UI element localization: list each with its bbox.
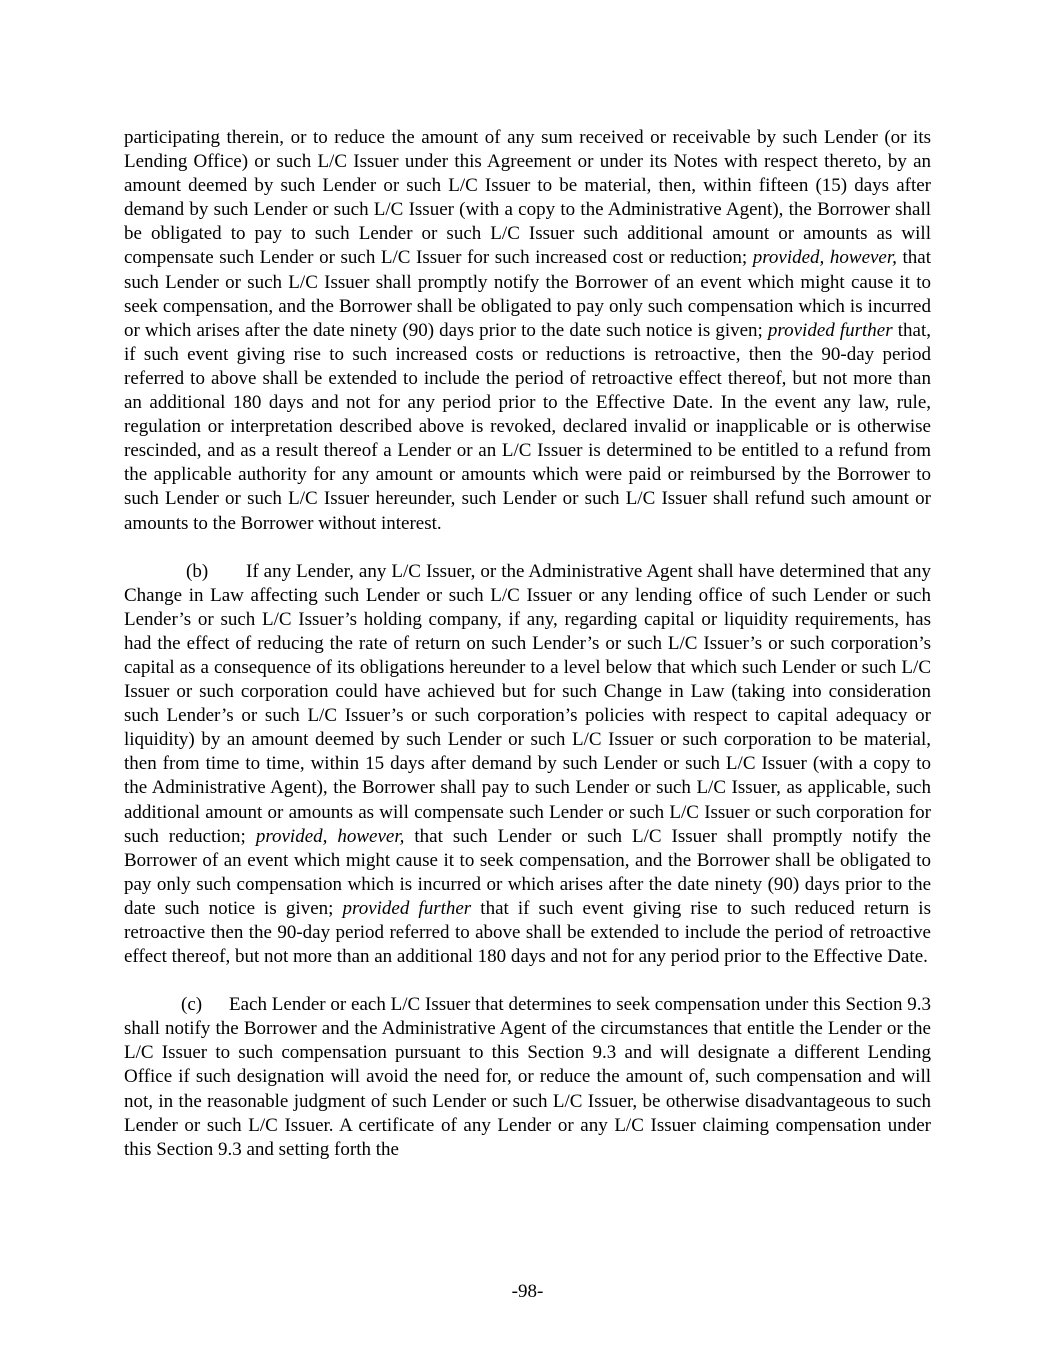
para-c-text-1: Each Lender or each L/C Issuer that determines to seek compensation under this Section 9.3 shall notify the Borrower and the Administrative Agent of the circumstances that entitle the Lender or the L/C Issuer to such compensation pursuant to this Section 9.3 and will designate a different Lending Office if such designation will avoid the need for, or reduce the amount of, such compensation and will not, in the reasonable judgment of such Lender or such L/C Issuer, be otherwise disadvantageous to such Lender or such L/C Issuer. A certificate of any Lender or any L/C Issuer claiming compensation under this Section 9.3 and setting forth the xyxy=(124,994,931,1160)
paragraph-a-continuation xyxy=(124,126,931,536)
para-b-text-1: If any Lender, any L/C Issuer, or the Administrative Agent shall have determined that any Change in Law affecting such Lender or such L/C Issuer or any lending office of such Lender or such Lender’s or such L/C Issuer’s holding company, if any, regarding capital or liquidity requirements, has had the effect of reducing the rate of return on such Lender’s or such L/C Issuer’s or such corporation’s capital as a consequence of its obligations hereunder to a level below that which such Lender or such L/C Issuer or such corporation could have achieved but for such Change in Law (taking into consideration such Lender’s or such L/C Issuer’s or such corporation’s policies with respect to capital adequacy or liquidity) by an amount deemed by such Lender or such L/C Issuer or such corporation to be material, then from time to time, within 15 days after demand by such Lender or such L/C Issuer (with a copy to the Administrative Agent), the Borrower shall pay to such Lender or such L/C Issuer, as applicable, such additional amount or amounts as will compensate such Lender or such L/C Issuer or such corporation for such reduction; xyxy=(124,560,931,847)
para-a-text-2: that such Lender or such L/C Issuer shall promptly notify the Borrower of an event which might cause it to seek compensation, and the Borrower shall be obligated to pay only such compensation which is incurred or which arises after the date ninety (90) days prior to the date such notice is given; xyxy=(124,247,931,341)
paragraph-c xyxy=(124,993,931,1162)
para-b-text-2: that such Lender or such L/C Issuer shall promptly notify the Borrower of an event which might cause it to seek compensation, and the Borrower shall be obligated to pay only such compensation which is incurred or which arises after the date ninety (90) days prior to the date such notice is given; xyxy=(124,825,931,919)
paragraph-c-label: (c) xyxy=(181,994,203,1016)
para-a-proviso-however: provided, however, xyxy=(752,247,897,269)
paragraph-b-label: (b) xyxy=(186,560,209,582)
para-b-proviso-however: provided, however, xyxy=(255,825,405,847)
para-a-text-3: that, if such event giving rise to such increased costs or reductions is retroactive, then the 90-day period referred to above shall be extended to include the period of retroactive effect thereof, but not more than an additional 180 days and not for any period prior to the Effective Date. In the event any law, rule, regulation or interpretation described above is revoked, declared invalid or inapplicable or is otherwise rescinded, and as a result thereof a Lender or an L/C Issuer is determined to be entitled to a refund from the applicable authority for any amount or amounts which were paid or reimbursed by the Borrower to such Lender or such L/C Issuer hereunder, such Lender or such L/C Issuer shall refund such amount or amounts to the Borrower without interest. xyxy=(124,319,931,534)
paragraph-b xyxy=(124,560,931,970)
para-b-proviso-further: provided further xyxy=(342,897,472,919)
para-a-text-1: participating therein, or to reduce the amount of any sum received or receivable by such Lender (or its Lending Office) or such L/C Issuer under this Agreement or under its Notes with respect thereto, by an amount deemed by such Lender or such L/C Issuer to be material, then, within fifteen (15) days after demand by such Lender or such L/C Issuer (with a copy to the Administrative Agent), the Borrower shall be obligated to pay to such Lender or such L/C Issuer such additional amount or amounts as will compensate such Lender or such L/C Issuer for such increased cost or reduction; xyxy=(124,127,931,269)
para-a-proviso-further: provided further xyxy=(767,319,893,341)
document-body xyxy=(124,126,931,1162)
page-number: -98- xyxy=(511,1281,544,1302)
para-b-text-3: that if such event giving rise to such reduced return is retroactive then the 90-day period referred to above shall be extended to include the period of retroactive effect thereof, but not more than an additional 180 days and not for any period prior to the Effective Date. xyxy=(124,897,931,968)
